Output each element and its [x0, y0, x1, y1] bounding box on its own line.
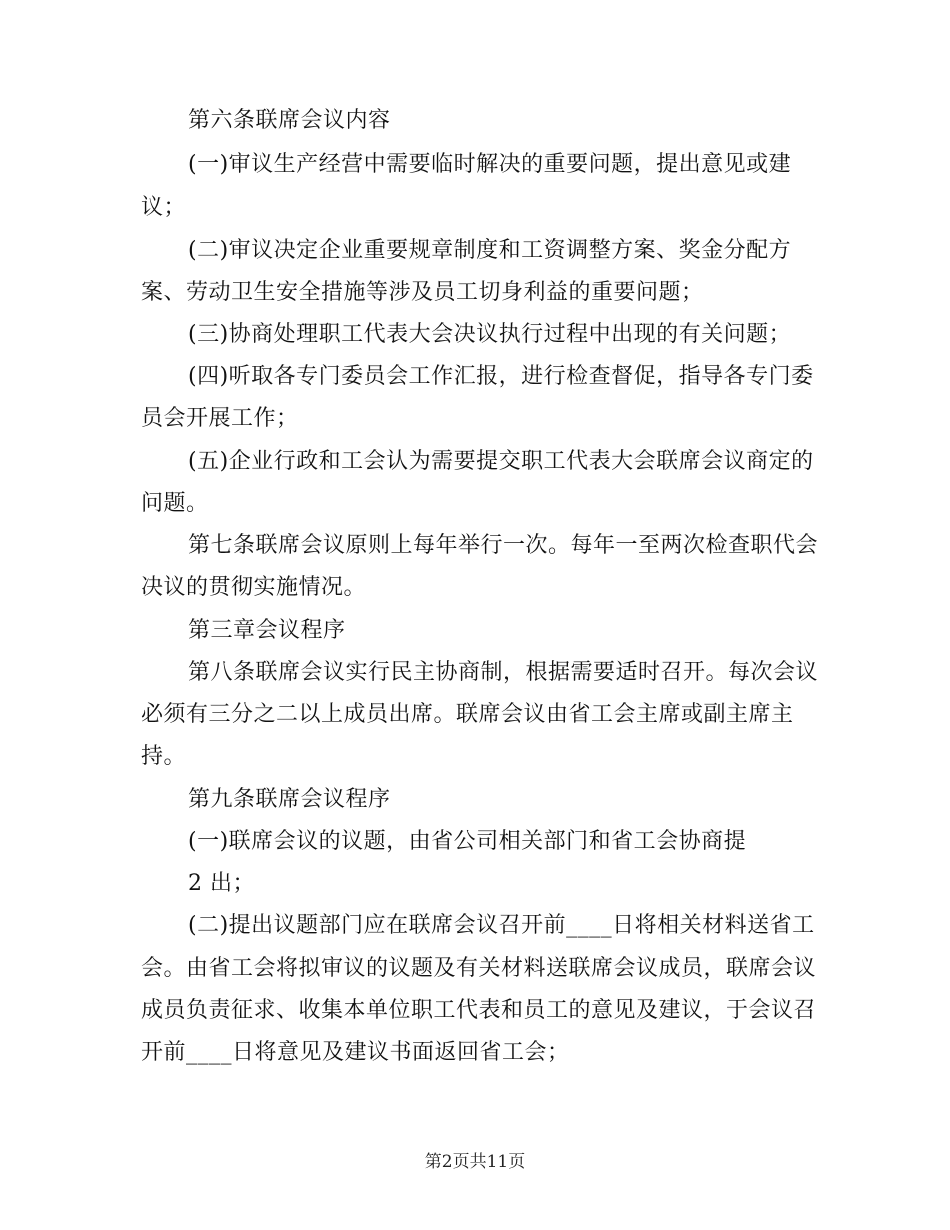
paragraph-line: 决议的贯彻实施情况。: [141, 575, 367, 600]
article-9-heading: 第九条联席会议程序: [188, 787, 391, 812]
paragraph-line: 问题。: [141, 491, 209, 516]
paragraph-line: 2 出；: [188, 871, 255, 896]
paragraph-line: 案、劳动卫生安全措施等涉及员工切身利益的重要问题；: [141, 280, 704, 305]
chapter-3-heading: 第三章会议程序: [188, 618, 346, 643]
paragraph-line: 会。由省工会将拟审议的议题及有关材料送联席会议成员，联席会议: [141, 956, 817, 981]
page-number-footer: 第2页共11页: [424, 1152, 526, 1172]
paragraph-line: 必须有三分之二以上成员出席。联席会议由省工会主席或副主席主: [141, 702, 794, 727]
article-6-heading: 第六条联席会议内容: [188, 108, 391, 133]
paragraph-line: 成员负责征求、收集本单位职工代表和员工的意见及建议，于会议召: [141, 998, 817, 1023]
paragraph-line: (二)审议决定企业重要规章制度和工资调整方案、奖金分配方: [188, 238, 792, 263]
paragraph-line: (三)协商处理职工代表大会决议执行过程中出现的有关问题；: [188, 322, 792, 347]
paragraph-line: (一)联席会议的议题，由省公司相关部门和省工会协商提: [188, 829, 747, 854]
paragraph-line: 开前____日将意见及建议书面返回省工会；: [141, 1040, 570, 1065]
paragraph-line: 员会开展工作；: [141, 406, 299, 431]
paragraph-line: 持。: [141, 744, 187, 769]
paragraph-line: (一)审议生产经营中需要临时解决的重要问题，提出意见或建: [188, 152, 792, 177]
article-8-line: 第八条联席会议实行民主协商制，根据需要适时召开。每次会议: [188, 660, 819, 685]
paragraph-line: (五)企业行政和工会认为需要提交职工代表大会联席会议商定的: [188, 449, 814, 474]
article-7-line: 第七条联席会议原则上每年举行一次。每年一至两次检查职代会: [188, 533, 819, 558]
paragraph-line: (二)提出议题部门应在联席会议召开前____日将相关材料送省工: [188, 913, 815, 938]
paragraph-line: (四)听取各专门委员会工作汇报，进行检查督促，指导各专门委: [188, 364, 814, 389]
paragraph-line: 议；: [141, 195, 187, 220]
